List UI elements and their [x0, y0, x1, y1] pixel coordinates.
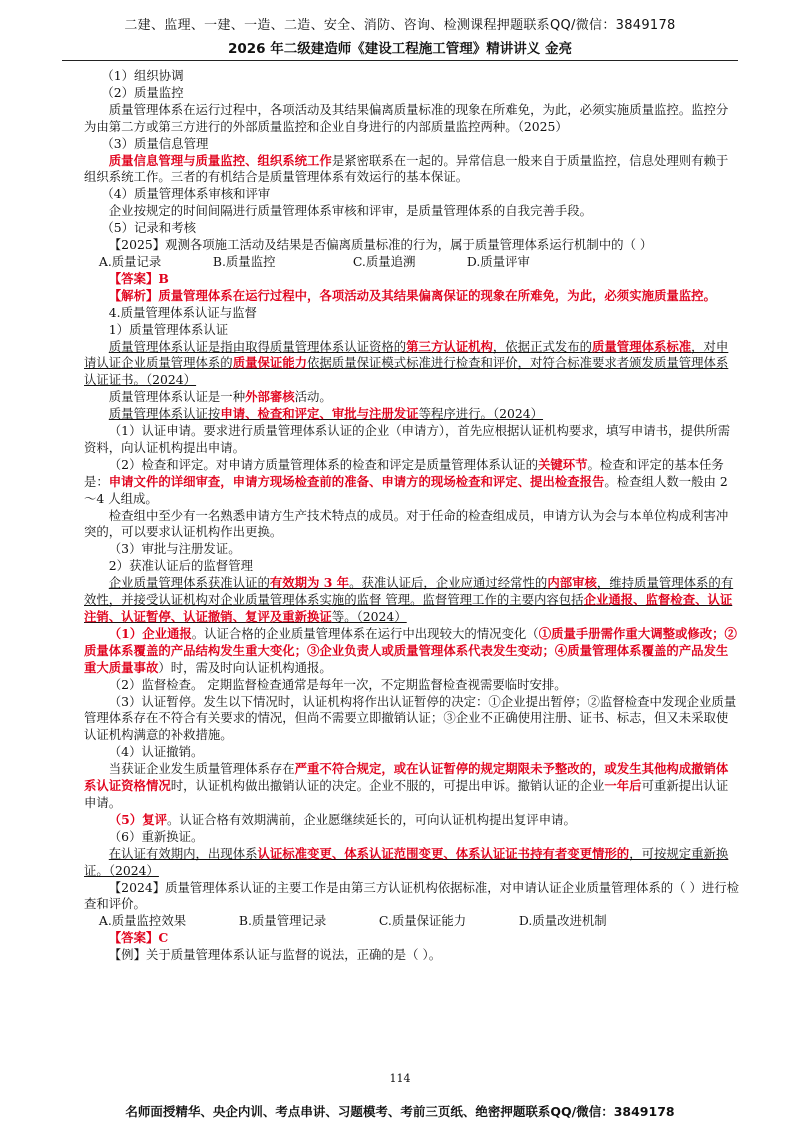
- item-audit-review: （4）质量管理体系审核和评审: [101, 186, 271, 202]
- paragraph-renewal-title: （6）重新换证。: [108, 828, 204, 844]
- page-number: 114: [389, 1072, 411, 1085]
- paragraph-renewal: [84, 846, 740, 880]
- page-header-title: 2026 年二级建造师《建设工程施工管理》精讲讲义 金亮: [228, 41, 572, 57]
- text: 。认证合格的企业质量管理体系在运行中出现较大的情况变化（: [191, 625, 539, 641]
- text: ，维持质量管理体系的有效性，并接受认证机构对企业质量管理体系实施的监督 管理。监督管理工作的主要内容包括: [84, 575, 734, 608]
- text: 。认证合格有效期满前，企业愿继续延长的，可向认证机构提出复评申请。: [166, 811, 576, 827]
- text: 是紧密联系在一起的。异常信息一般来自于质量监控，信息处理则有赖于组织系统工作。三者的有机结合是质量管理体系有效运行的基本保证。: [84, 152, 729, 185]
- highlight-text: （1）企业通报: [108, 625, 192, 641]
- question-2024: 【2024】质量管理体系认证的主要工作是由第三方认证机构依据标准，对申请认证企业质量管理体系的（ ）进行检查和评价。: [84, 879, 740, 912]
- item-info-management: （3）质量信息管理: [101, 135, 209, 151]
- text: 时，认证机构做出撤销认证的决定。企业不服的，可提出申诉。撤销认证的企业: [170, 778, 605, 794]
- paragraph-audit: 企业按规定的时间间隔进行质量管理体系审核和评审，是质量管理体系的自我完善手段。: [108, 203, 593, 219]
- paragraph-procedure: [84, 406, 740, 423]
- paragraph-revocation-title: （4）认证撤销。: [108, 744, 204, 760]
- text: 质量管理体系认证按: [108, 406, 221, 422]
- option-a: A.质量记录: [98, 253, 162, 269]
- highlight-text: （5）复评: [108, 811, 167, 827]
- answer-2024: 【答案】C: [108, 930, 169, 946]
- highlight-text: 内部审核: [547, 575, 597, 591]
- item-organization: （1）组织协调: [101, 68, 184, 83]
- highlight-text: 质量保证能力: [232, 355, 308, 371]
- paragraph-reassessment: [84, 812, 740, 829]
- paragraph-external-audit: [84, 389, 740, 406]
- option-a: A.质量监控效果: [98, 913, 187, 929]
- text: 企业质量管理体系获准认证的: [108, 575, 270, 591]
- paragraph-approval: （3）审批与注册发证。: [108, 541, 241, 557]
- text: 活动。: [294, 389, 332, 405]
- paragraph-enterprise-notice: [84, 626, 740, 677]
- option-b: B.质量管理记录: [238, 913, 327, 929]
- highlight-text: 认证标准变更、体系认证范围变更、体系认证证书持有者变更情形的: [257, 845, 630, 861]
- text: 质量管理体系认证是一种: [108, 389, 246, 405]
- header-divider: [62, 60, 738, 61]
- highlight-text: 外部審核: [245, 389, 295, 405]
- text: 。获准认证后，企业应通过经常性的: [349, 575, 548, 591]
- text: 可重新提出认证申请。: [84, 778, 729, 810]
- paragraph-application: （1）认证申请。要求进行质量管理体系认证的企业（申请方），首先应根据认证机构要求，填写申请书，提供所需资料，向认证机构提出申请。: [84, 423, 731, 455]
- options-2024: [84, 913, 740, 930]
- subsection-heading-2: 2）获准认证后的监督管理: [108, 558, 253, 574]
- text: ）时，需及时向认证机构通报。: [158, 659, 332, 675]
- explanation-2025: 【解析】质量管理体系在运行过程中，各项活动及其结果偏离保证的现象在所难免，为此，必须实施质量监控。: [108, 287, 716, 303]
- subsection-heading-1: 1）质量管理体系认证: [108, 321, 229, 337]
- paragraph-revocation: [84, 761, 740, 812]
- highlight-text: 严重不符合规定，或在认证暂停的规定期限未予整改的，或发生其他构成撤销体系认证资格情况: [84, 761, 729, 794]
- text: ，可按规定重新换证。（2024）: [84, 845, 729, 878]
- highlight-text: 企业通报、监督检查、认证注销、认证暂停、认证撤销、复评及重新换证: [84, 592, 733, 624]
- item-quality-monitoring: （2）质量监控: [101, 84, 184, 100]
- text: ，对申请认证企业质量管理体系的: [84, 338, 729, 371]
- text: 当获证企业发生质量管理体系存在: [108, 761, 295, 777]
- text: （2）检查和评定。对申请方质量管理体系的检查和评定是质量管理体系认证的: [108, 456, 538, 472]
- option-c: C.质量保证能力: [378, 913, 467, 929]
- highlight-text: 第三方认证机构: [406, 338, 493, 354]
- year-tag: （2024）: [145, 372, 197, 388]
- text: 。检查组人数一般由 2～4 人组成。: [84, 473, 728, 506]
- text: 等程序进行。（2024）: [418, 406, 544, 422]
- option-d: D.质量改进机制: [518, 913, 607, 929]
- question-2025: 【2025】观测各项施工活动及结果是否偏离质量标准的行为，属于质量管理体系运行机制中的（ ）: [108, 237, 653, 253]
- paragraph-monitoring: 质量管理体系在运行过程中，各项活动及其结果偏离质量标准的现象在所难免，为此，必须实施质量监控。监控分为由第二方或第三方进行的外部质量监控和企业自身进行的内部质量监控两种。（2025）: [84, 101, 729, 134]
- page-header-contact: 二建、监理、一建、一造、二造、安全、消防、咨询、检测课程押题联系QQ/微信：3849178: [124, 18, 676, 33]
- paragraph-supervision: [84, 575, 740, 626]
- item-records: （5）记录和考核: [101, 220, 196, 236]
- option-c: C.质量追溯: [352, 253, 416, 269]
- answer-2025: 【答案】B: [108, 270, 169, 286]
- option-b: B.质量监控: [212, 253, 276, 269]
- paragraph-suspension: （3）认证暂停。发生以下情况时，认证机构将作出认证暂停的决定：①企业提出暂停；②监督检查中发现企业质量管理体系存在不符合有关要求的情况，但尚不需要立即撤销认证；③企业不正确使用注册、证书、标志，但又未采取使认证机构满意的补救措施。: [84, 693, 737, 743]
- highlight-text: ①质量手册需作重大调整或修改；②质量体系覆盖的产品结构发生重大变化；③企业负责人或质量管理体系代表发生变动；④质量管理体系覆盖的产品发生重大质量事故: [84, 625, 737, 675]
- highlight-text: 质量信息管理与质量监控、组织系统工作: [108, 152, 332, 168]
- text: 等。（2024）: [331, 609, 407, 624]
- text: 依据质量保证模式标准进行检查和评价，对符合标准要求者颁发质量管理体系认证证书。: [84, 355, 729, 388]
- section-heading-4: 4.质量管理体系认证与监督: [108, 304, 257, 320]
- highlight-text: 关键环节: [537, 456, 588, 472]
- highlight-text: 有效期为 3 年: [269, 575, 350, 591]
- text: 在认证有效期内，出现体系: [108, 845, 258, 861]
- example-question: 【例】关于质量管理体系认证与监督的说法，正确的是（ ）。: [108, 947, 442, 963]
- highlight-text: 一年后: [604, 778, 642, 794]
- text: ，依据正式发布的: [492, 338, 593, 354]
- highlight-text: 申请文件的详细审查，申请方现场检查前的准备、申请方的现场检查和评定、提出检查报告: [108, 473, 605, 489]
- document-body: [84, 68, 740, 964]
- text: 。检查和评定的基本任务是：: [84, 456, 724, 489]
- options-2025: [84, 254, 740, 271]
- paragraph-inspection: [84, 457, 740, 508]
- paragraph-certification-def: [84, 339, 740, 390]
- page-footer: 名师面授精华、央企内训、考点串讲、习题模考、考前三页纸、绝密押题联系QQ/微信：3849178: [125, 1104, 675, 1119]
- paragraph-inspection-team: 检查组中至少有一名熟悉申请方生产技术特点的成员。对于任命的检查组成员，申请方认为会与本单位构成利害冲突的，可以要求认证机构作出更换。: [84, 507, 729, 540]
- option-d: D.质量评审: [466, 253, 530, 269]
- paragraph-info-management: [84, 153, 740, 187]
- text: 质量管理体系认证是指由取得质量管理体系认证资格的: [108, 338, 407, 354]
- highlight-text: 申请、检查和评定、审批与注册发证: [220, 406, 419, 422]
- paragraph-inspection-schedule: （2）监督检查。 定期监督检查通常是每年一次，不定期监督检查视需要临时安排。: [108, 676, 567, 692]
- highlight-text: 质量管理体系标准: [592, 338, 692, 354]
